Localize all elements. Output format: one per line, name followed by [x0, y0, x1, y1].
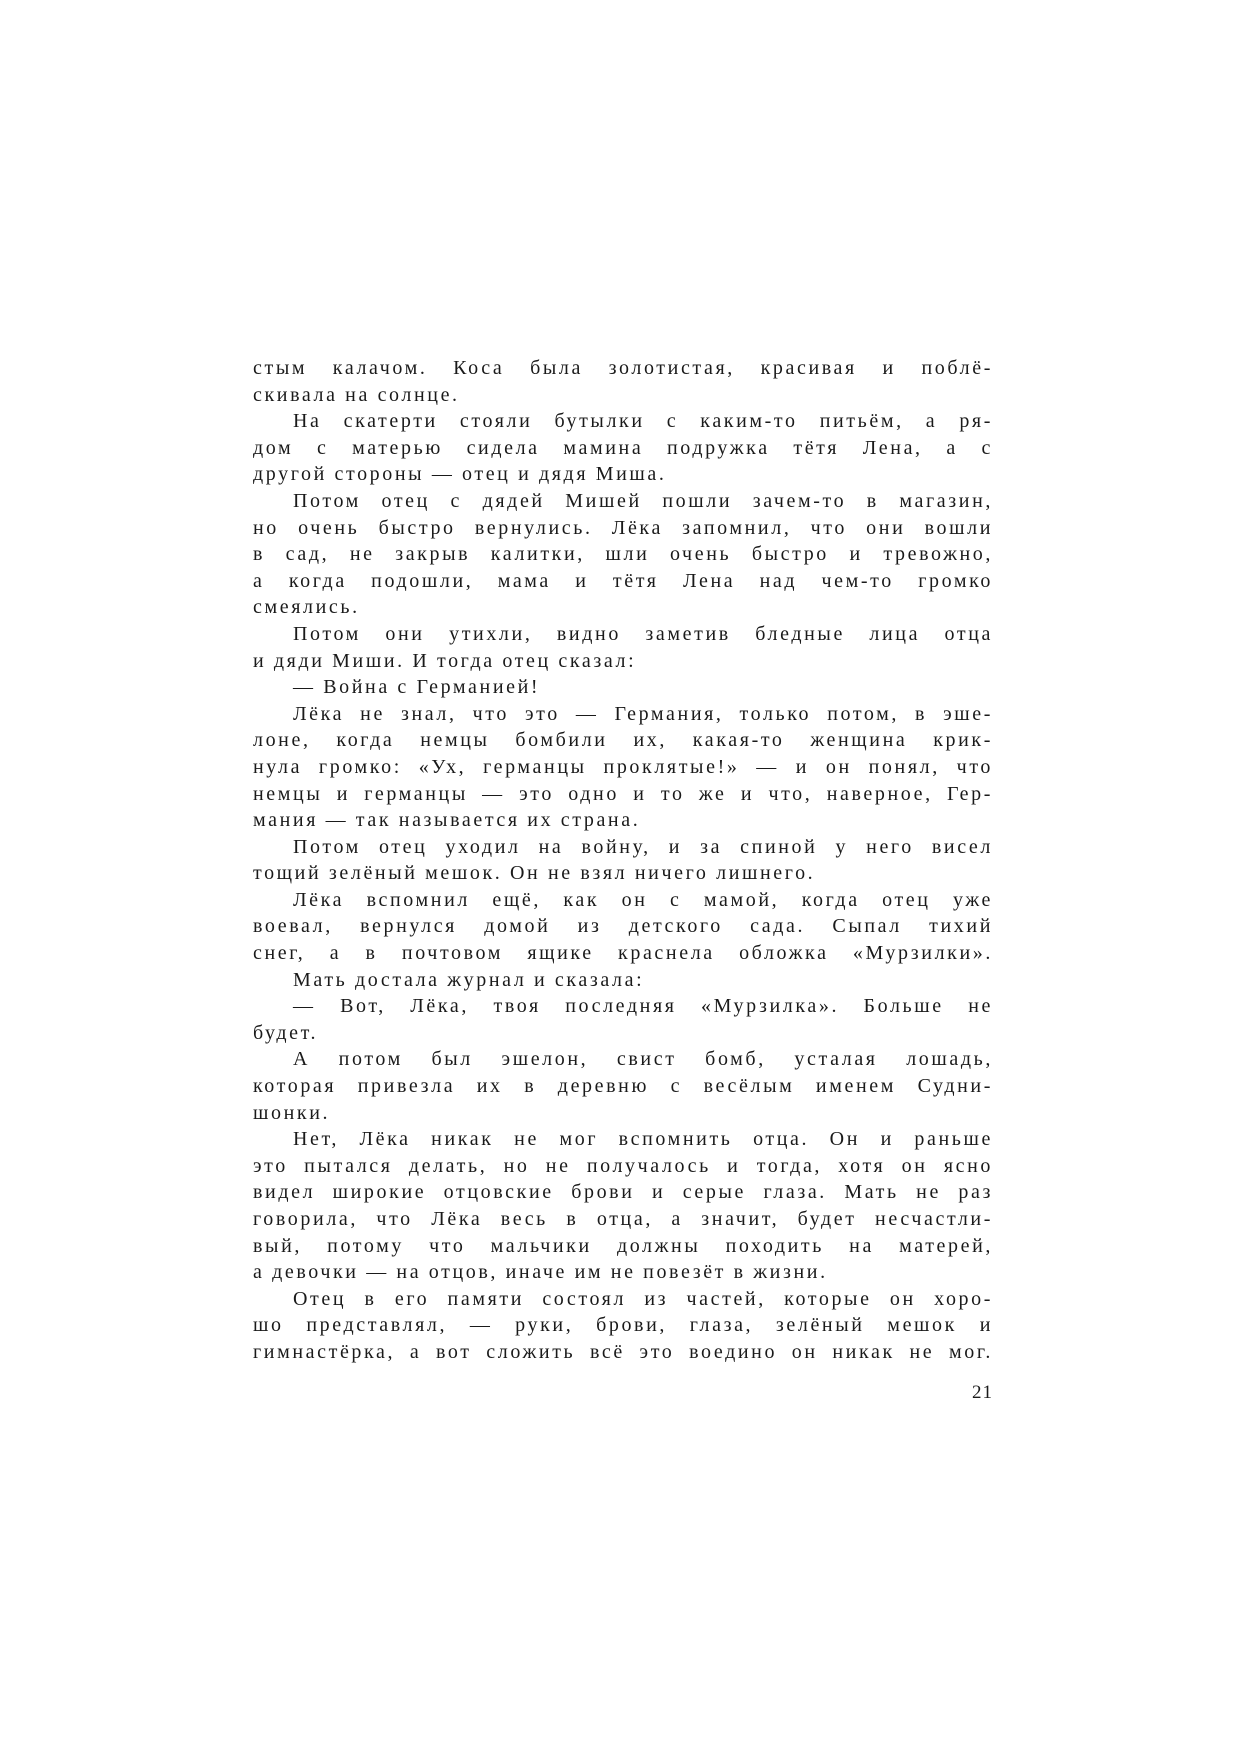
text-line: и дяди Миши. И тогда отец сказал:	[253, 649, 637, 672]
text-line: мания — так называется их страна.	[253, 809, 641, 832]
text-line: нула громко: «Ух, германцы проклятые!» — и он понял, что	[253, 755, 993, 778]
text-line: лоне, когда немцы бомбили их, какая-то женщина крик-	[253, 729, 993, 752]
text-line: а когда подошли, мама и тётя Лена над чем-то громко	[253, 569, 993, 592]
text-line: Нет, Лёка никак не мог вспомнить отца. Он и раньше	[293, 1128, 993, 1151]
text-line: другой стороны — отец и дядя Миша.	[253, 463, 667, 486]
text-line: видел широкие отцовские брови и серые глаза. Мать не раз	[253, 1181, 993, 1204]
text-line: — Вот, Лёка, твоя последняя «Мурзилка». Больше не	[293, 995, 993, 1018]
text-line: а девочки — на отцов, иначе им не повезёт в жизни.	[253, 1261, 828, 1284]
text-line: Лёка не знал, что это — Германия, только потом, в эше-	[293, 702, 993, 725]
text-line: На скатерти стояли бутылки с каким-то питьём, а ря-	[293, 410, 993, 433]
text-line: дом с матерью сидела мамина подружка тётя Лена, а с	[253, 436, 993, 459]
text-line: тощий зелёный мешок. Он не взял ничего лишнего.	[253, 862, 816, 885]
text-line: Потом отец уходил на войну, и за спиной у него висел	[293, 835, 993, 858]
text-line: гимнастёрка, а вот сложить всё это воедино он никак не мог.	[253, 1340, 993, 1363]
text-line: воевал, вернулся домой из детского сада. Сыпал тихий	[253, 915, 993, 938]
text-line: снег, а в почтовом ящике краснела обложка «Мурзилки».	[253, 942, 993, 965]
text-line: это пытался делать, но не получалось и тогда, хотя он ясно	[253, 1154, 993, 1177]
text-line: будет.	[253, 1021, 319, 1044]
text-line: Потом они утихли, видно заметив бледные лица отца	[293, 622, 993, 645]
page-number: 21	[972, 1382, 993, 1403]
text-line: Потом отец с дядей Мишей пошли зачем-то в магазин,	[293, 489, 993, 512]
text-line: Лёка вспомнил ещё, как он с мамой, когда отец уже	[293, 888, 993, 911]
text-line: Мать достала журнал и сказала:	[293, 968, 645, 991]
text-line: в сад, не закрыв калитки, шли очень быстро и тревожно,	[253, 543, 993, 566]
text-line: скивала на солнце.	[253, 383, 460, 406]
text-line: шо представлял, — руки, брови, глаза, зелёный мешок и	[253, 1314, 993, 1337]
text-line: Отец в его памяти состоял из частей, которые он хоро-	[293, 1287, 993, 1310]
text-line: — Война с Германией!	[293, 676, 541, 699]
text-line: но очень быстро вернулись. Лёка запомнил, что они вошли	[253, 516, 993, 539]
text-line: которая привезла их в деревню с весёлым именем Судни-	[253, 1075, 993, 1098]
text-line: стым калачом. Коса была золотистая, красивая и поблё-	[253, 357, 993, 379]
page-body-text	[253, 355, 993, 1366]
text-line: смеялись.	[253, 596, 360, 619]
text-line: говорила, что Лёка весь в отца, а значит, будет несчастли-	[253, 1208, 993, 1230]
text-line: А потом был эшелон, свист бомб, усталая лошадь,	[293, 1048, 993, 1071]
text-line: шонки.	[253, 1101, 331, 1124]
text-line: немцы и германцы — это одно и то же и что, наверное, Гер-	[253, 782, 993, 805]
text-line: вый, потому что мальчики должны походить на матерей,	[253, 1234, 993, 1257]
